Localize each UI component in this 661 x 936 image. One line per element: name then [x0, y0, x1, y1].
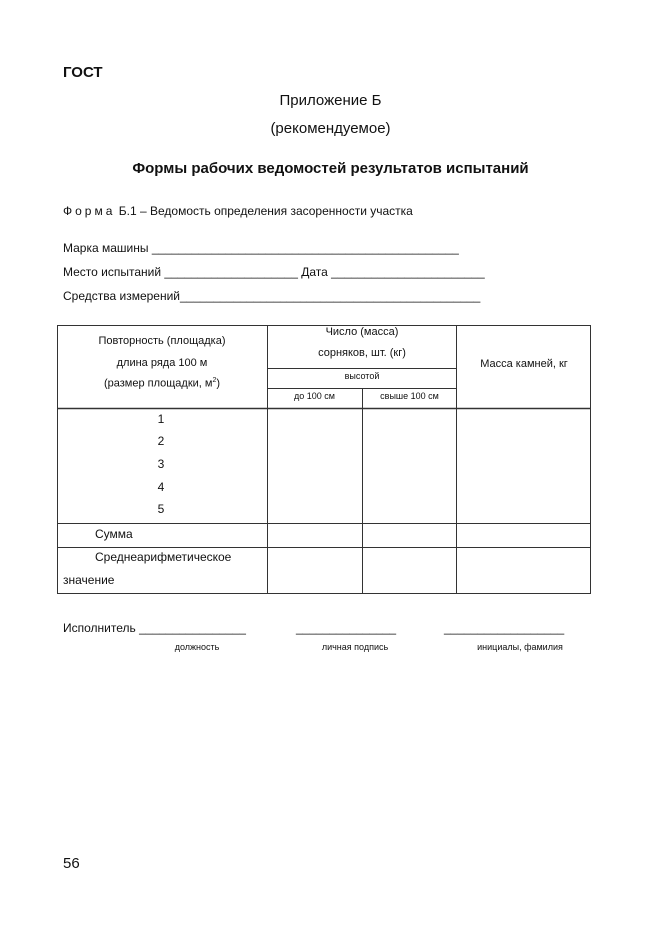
row-number-3: 3	[157, 457, 165, 471]
field-place: Место испытаний ____________________	[63, 265, 298, 279]
row-number-5: 5	[157, 502, 165, 516]
header-weeds-line-1: Число (масса)	[325, 326, 399, 338]
header-height-high: свыше 100 см	[380, 391, 439, 401]
row-number-4: 4	[157, 480, 165, 494]
signature-line-3: __________________	[444, 621, 565, 635]
header-weeds-line-2: сорняков, шт. (кг)	[318, 347, 406, 359]
sum-label: Сумма	[95, 527, 133, 541]
appendix-status: (рекомендуемое)	[270, 120, 391, 137]
caption-name: инициалы, фамилия	[477, 642, 563, 652]
row-number-1: 1	[157, 412, 165, 426]
header-height: высотой	[344, 371, 380, 381]
field-date: Дата _______________________	[301, 265, 485, 279]
caption-signature: личная подпись	[321, 642, 389, 652]
header-repeat-sup: 2	[212, 377, 217, 384]
header-repeat-line-2: длина ряда 100 м	[116, 357, 208, 369]
row-number-2: 2	[157, 434, 165, 448]
field-place-date	[63, 265, 485, 279]
form-caption-prefix: Форма	[63, 204, 116, 218]
form-caption	[63, 204, 413, 218]
field-instruments: Средства измерений_____________________________________________	[63, 289, 481, 303]
header-height-low: до 100 см	[294, 391, 335, 401]
header-repeat-line-3-text: (размер площадки, м	[103, 377, 213, 390]
appendix-title: Приложение Б	[279, 92, 382, 109]
forms-title: Формы рабочих ведомостей результатов испытаний	[132, 160, 529, 177]
header-repeat-line-3	[57, 377, 267, 390]
header-repeat-line-1: Повторность (площадка)	[98, 335, 226, 347]
mean-label-2: значение	[63, 573, 115, 587]
header-repeat-line-3-close: )	[216, 377, 221, 390]
page-number: 56	[63, 855, 80, 872]
header-stones: Масса камней, кг	[480, 358, 568, 370]
signature-executor: Исполнитель ________________	[63, 621, 246, 635]
caption-position: должность	[174, 642, 220, 652]
mean-label-1: Среднеарифметическое	[95, 550, 232, 564]
form-caption-text: Б.1 – Ведомость определения засоренности участка	[118, 204, 413, 218]
document-header: ГОСТ	[63, 64, 103, 81]
signature-line-2: _______________	[296, 621, 397, 635]
field-machine: Марка машины ______________________________________________	[63, 241, 459, 255]
